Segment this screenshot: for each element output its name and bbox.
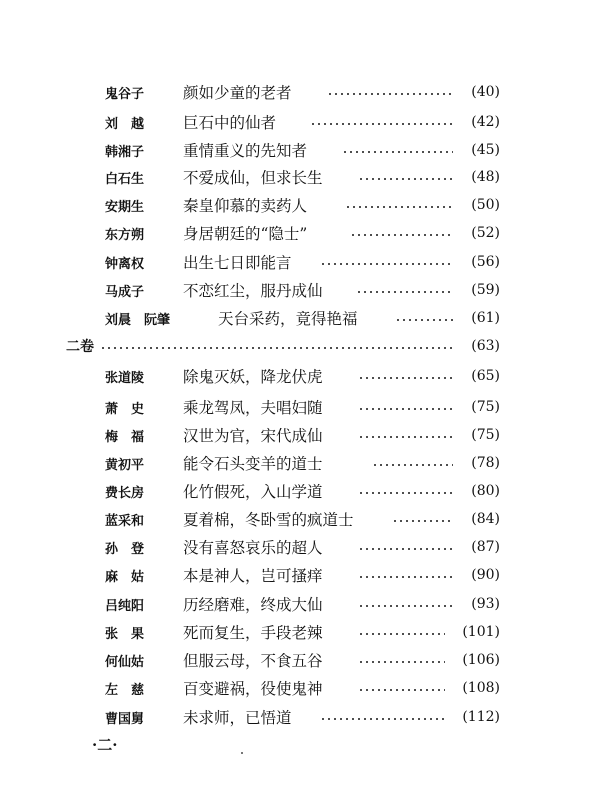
page-number: (52)	[471, 225, 500, 241]
dot-leader	[395, 319, 453, 321]
dot-leader	[358, 689, 445, 691]
immortal-name: 麻 姑	[105, 569, 145, 585]
page-number: (42)	[471, 114, 500, 130]
toc-entry	[0, 702, 600, 732]
entry-title: 汉世为官，宋代成仙	[183, 427, 323, 445]
entry-title: 能令石头变羊的道士	[183, 455, 323, 473]
toc-entry	[0, 107, 600, 137]
entry-title: 但服云母，不食五谷	[183, 652, 323, 670]
toc-entry	[0, 448, 600, 478]
entry-title: 没有喜怒哀乐的超人	[183, 539, 323, 557]
page-number: (84)	[471, 511, 500, 527]
dot-leader	[350, 234, 453, 236]
dot-leader	[392, 520, 453, 522]
immortal-name: 钟离权	[105, 256, 145, 272]
immortal-name: 萧 史	[105, 401, 145, 417]
toc-entry	[0, 247, 600, 277]
toc-entry	[0, 77, 600, 107]
dot-leader	[356, 291, 453, 293]
dot-leader	[100, 347, 453, 349]
page-number: (65)	[471, 368, 500, 384]
toc-entry	[0, 361, 600, 391]
page-number: (40)	[471, 84, 500, 100]
immortal-name: 左 慈	[105, 682, 145, 698]
entry-title: 出生七日即能言	[183, 254, 292, 272]
scan-speck	[241, 752, 243, 754]
dot-leader	[358, 377, 453, 379]
page-number: (61)	[471, 310, 500, 326]
immortal-name: 张 果	[105, 626, 145, 642]
immortal-name: 东方朔	[105, 227, 145, 243]
entry-title: 百变避祸，役使鬼神	[183, 680, 323, 698]
entry-title: 夏着棉，冬卧雪的疯道士	[183, 511, 354, 529]
page-number: (87)	[471, 539, 500, 555]
entry-title: 乘龙驾凤，夫唱妇随	[183, 399, 323, 417]
entry-title: 死而复生，手段老辣	[183, 624, 323, 642]
page-number: (75)	[471, 399, 500, 415]
page-number: (59)	[471, 282, 500, 298]
dot-leader	[320, 718, 445, 720]
entry-title: 巨石中的仙者	[183, 114, 277, 132]
dot-leader	[372, 464, 453, 466]
dot-leader	[320, 263, 453, 265]
immortal-name: 张道陵	[105, 370, 145, 386]
page-number: (45)	[471, 142, 500, 158]
toc-entry	[0, 645, 600, 675]
section-label: 二卷	[66, 339, 94, 355]
toc-entry	[0, 275, 600, 305]
footer-page-marker: ·二·	[92, 736, 118, 754]
page-number: (90)	[471, 567, 500, 583]
immortal-name: 何仙姑	[105, 654, 145, 670]
page-number: (78)	[471, 455, 500, 471]
page-number: (56)	[471, 254, 500, 270]
entry-title: 颜如少童的老者	[183, 84, 292, 102]
entry-title: 不爱成仙，但求长生	[183, 169, 323, 187]
entry-title: 身居朝廷的“隐士”	[183, 225, 308, 243]
toc-entry	[0, 420, 600, 450]
immortal-name: 梅 福	[105, 429, 145, 445]
dot-leader	[358, 605, 453, 607]
immortal-name: 蓝采和	[105, 513, 145, 529]
immortal-name: 刘 越	[105, 116, 145, 132]
immortal-name: 安期生	[105, 199, 145, 215]
entry-title: 历经磨难，终成大仙	[183, 596, 323, 614]
immortal-name: 鬼谷子	[105, 86, 145, 102]
dot-leader	[345, 206, 453, 208]
immortal-name: 白石生	[105, 171, 145, 187]
toc-entry	[0, 218, 600, 248]
toc-entry	[0, 617, 600, 647]
toc-entry	[0, 560, 600, 590]
page-number: (101)	[462, 624, 500, 640]
entry-title: 重情重义的先知者	[183, 142, 308, 160]
page-number: (50)	[471, 197, 500, 213]
dot-leader	[358, 548, 453, 550]
page-number: (93)	[471, 596, 500, 612]
dot-leader	[358, 436, 453, 438]
entry-title: 秦皇仰慕的卖药人	[183, 197, 308, 215]
toc-entry	[0, 673, 600, 703]
page-number: (106)	[462, 652, 500, 668]
immortal-name: 黄初平	[105, 457, 145, 473]
dot-leader	[358, 492, 453, 494]
immortal-name: 刘晨 阮肇	[105, 312, 171, 328]
page-number: (112)	[462, 709, 500, 725]
entry-title: 天台采药，竟得艳福	[218, 310, 358, 328]
entry-title: 不恋红尘，服丹成仙	[183, 282, 323, 300]
immortal-name: 孙 登	[105, 541, 145, 557]
toc-entry	[0, 162, 600, 192]
toc-entry	[0, 392, 600, 422]
entry-title: 化竹假死，入山学道	[183, 483, 323, 501]
immortal-name: 吕纯阳	[105, 598, 145, 614]
page-number: (75)	[471, 427, 500, 443]
entry-title: 未求师，已悟道	[183, 709, 292, 727]
toc-entry	[0, 532, 600, 562]
immortal-name: 韩湘子	[105, 144, 145, 160]
immortal-name: 马成子	[105, 284, 145, 300]
toc-entry	[0, 190, 600, 220]
dot-leader	[358, 178, 453, 180]
dot-leader	[310, 123, 453, 125]
toc-section-heading	[0, 331, 600, 361]
immortal-name: 费长房	[105, 485, 145, 501]
dot-leader	[358, 576, 453, 578]
dot-leader	[327, 93, 453, 95]
toc-entry	[0, 504, 600, 534]
page-number: (48)	[471, 169, 500, 185]
toc-entry	[0, 303, 600, 333]
entry-title: 除鬼灭妖，降龙伏虎	[183, 368, 323, 386]
dot-leader	[358, 661, 445, 663]
toc-entry	[0, 135, 600, 165]
dot-leader	[358, 633, 445, 635]
toc-entry	[0, 589, 600, 619]
immortal-name: 曹国舅	[105, 711, 145, 727]
page-number: (63)	[471, 338, 500, 354]
toc-entry	[0, 476, 600, 506]
dot-leader	[342, 151, 453, 153]
page-number: (80)	[471, 483, 500, 499]
entry-title: 本是神人，岂可搔痒	[183, 567, 323, 585]
page-number: (108)	[462, 680, 500, 696]
dot-leader	[358, 408, 453, 410]
